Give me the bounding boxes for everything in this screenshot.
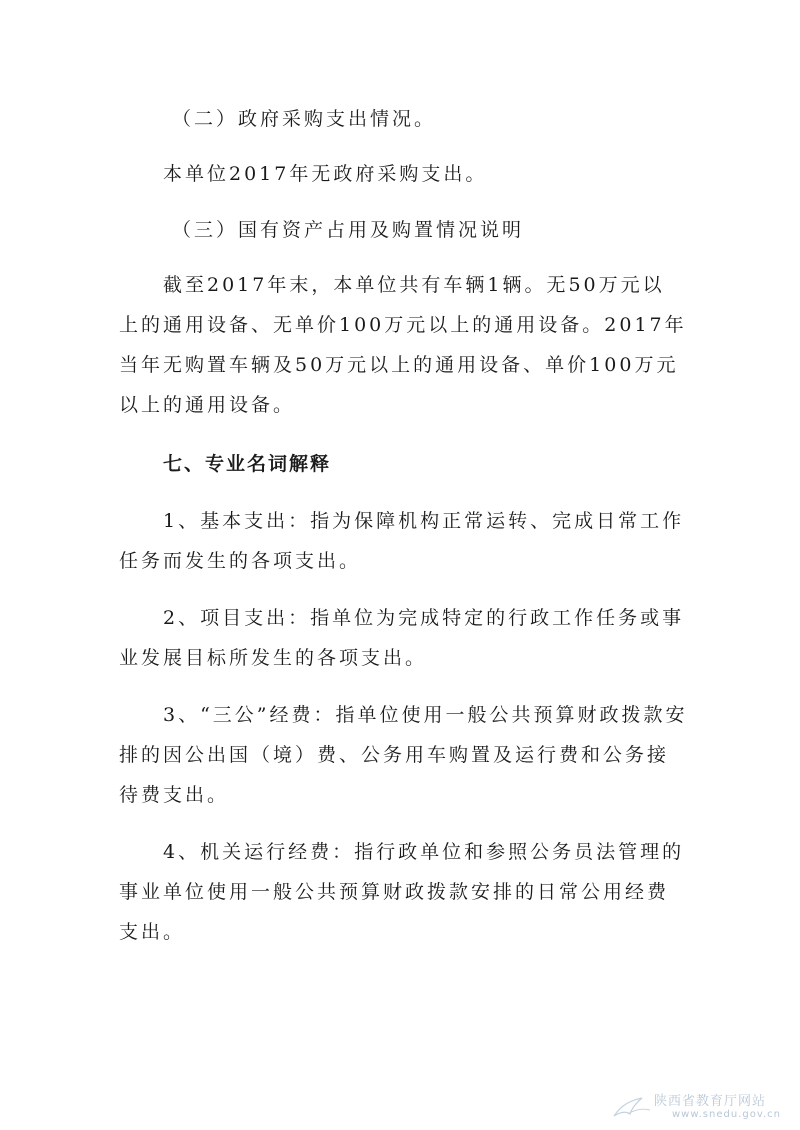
text-line: 排的因公出国（境）费、公务用车购置及运行费和公务接 bbox=[119, 744, 670, 766]
text-line: 1、基本支出：指为保障机构正常运转、完成日常工作 bbox=[163, 510, 685, 532]
text-line: 2、项目支出：指单位为完成特定的行政工作任务或事 bbox=[163, 607, 685, 629]
text-line: 任务而发生的各项支出。 bbox=[119, 550, 362, 572]
text-line: 支出。 bbox=[119, 921, 186, 943]
site-watermark bbox=[612, 1090, 792, 1126]
text-line: 以上的通用设备。 bbox=[119, 394, 296, 416]
bird-logo-icon bbox=[612, 1094, 652, 1122]
text-line: 事业单位使用一般公共预算财政拨款安排的日常公用经费 bbox=[119, 881, 670, 903]
text-line: （二）政府采购支出情况。 bbox=[172, 108, 437, 130]
text-line: （三）国有资产占用及购置情况说明 bbox=[172, 219, 525, 241]
text-line: 4、机关运行经费：指行政单位和参照公务员法管理的 bbox=[163, 841, 685, 863]
text-line: 3、“三公”经费：指单位使用一般公共预算财政拨款安 bbox=[163, 704, 688, 726]
text-line: 业发展目标所发生的各项支出。 bbox=[119, 647, 428, 669]
section-heading: 七、专业名词解释 bbox=[163, 453, 332, 475]
text-line: 截至2017年末，本单位共有车辆1辆。无50万元以 bbox=[163, 274, 665, 296]
text-line: 待费支出。 bbox=[119, 784, 230, 806]
text-line: 当年无购置车辆及50万元以上的通用设备、单价100万元 bbox=[119, 354, 679, 376]
watermark-text: 陕西省教育厅网站 bbox=[654, 1094, 767, 1109]
text-line: 本单位2017年无政府采购支出。 bbox=[163, 163, 488, 185]
watermark-url: www.snedu.gov.cn bbox=[672, 1109, 781, 1120]
text-line: 上的通用设备、无单价100万元以上的通用设备。2017年 bbox=[119, 314, 687, 336]
